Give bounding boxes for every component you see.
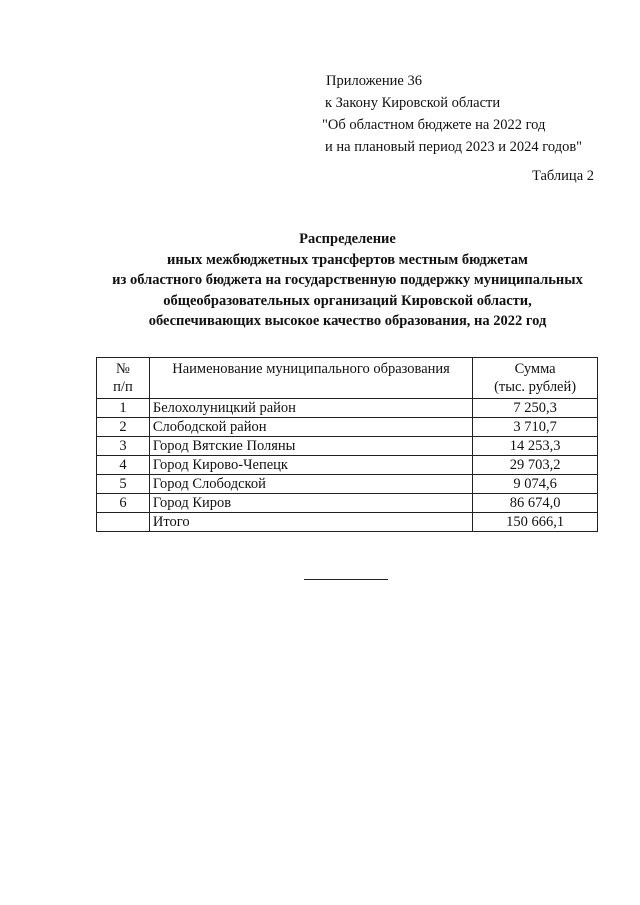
row-sum: 14 253,3 [473, 437, 598, 456]
table-label: Таблица 2 [531, 168, 594, 184]
table-header-row [97, 358, 598, 399]
appendix-law: к Закону Кировской области [325, 95, 501, 111]
table-row [97, 456, 598, 475]
title-line-2: иных межбюджетных трансфертов местным бюджетам [167, 251, 528, 268]
closing-divider [304, 579, 388, 580]
appendix-header [322, 70, 582, 158]
appendix-number: Приложение 36 [326, 73, 422, 89]
row-num: 5 [97, 475, 150, 494]
header-name [149, 358, 472, 399]
appendix-law-period: и на плановый период 2023 и 2024 годов" [325, 139, 583, 155]
row-num: 3 [97, 437, 150, 456]
header-sum-unit: (тыс. рублей) [494, 379, 577, 395]
row-name: Слободской район [149, 418, 472, 437]
header-sum [473, 358, 598, 399]
row-num: 2 [97, 418, 150, 437]
row-num: 6 [97, 494, 150, 513]
title-line-4: общеобразовательных организаций Кировской области, [163, 292, 532, 309]
total-label: Итого [149, 513, 472, 532]
header-sum-label: Сумма [514, 361, 556, 377]
row-sum: 7 250,3 [473, 399, 598, 418]
row-sum: 86 674,0 [473, 494, 598, 513]
row-num: 4 [97, 456, 150, 475]
header-num-symbol: № [116, 361, 130, 377]
document-title [60, 229, 635, 332]
appendix-law-title: "Об областном бюджете на 2022 год [322, 117, 546, 133]
header-num-abbr: п/п [113, 379, 133, 395]
title-line-5: обеспечивающих высокое качество образования, на 2022 год [148, 313, 547, 329]
total-sum: 150 666,1 [473, 513, 598, 532]
row-sum: 9 074,6 [473, 475, 598, 494]
row-sum: 29 703,2 [473, 456, 598, 475]
header-name-label: Наименование муниципального образования [172, 361, 450, 377]
table-row [97, 399, 598, 418]
table-row [97, 494, 598, 513]
header-num [97, 358, 150, 399]
table-row [97, 418, 598, 437]
row-name: Белохолуницкий район [149, 399, 472, 418]
table-total-row [97, 513, 598, 532]
row-num: 1 [97, 399, 150, 418]
title-line-1: Распределение [299, 231, 396, 247]
table-row [97, 475, 598, 494]
row-name: Город Киров [149, 494, 472, 513]
total-num [97, 513, 150, 532]
row-name: Город Кирово-Чепецк [149, 456, 472, 475]
row-name: Город Вятские Поляны [149, 437, 472, 456]
row-sum: 3 710,7 [473, 418, 598, 437]
title-line-3: из областного бюджета на государственную поддержку муниципальных [112, 272, 583, 288]
row-name: Город Слободской [149, 475, 472, 494]
table-row [97, 437, 598, 456]
distribution-table [96, 357, 598, 532]
